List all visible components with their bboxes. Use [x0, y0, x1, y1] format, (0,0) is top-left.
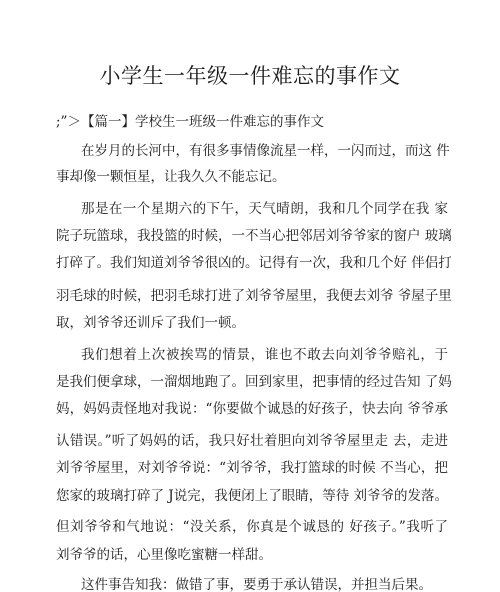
paragraph-line: 妈，妈妈责怪地对我说：“你要做个诚恳的好孩子，快去向 爷爷承 — [56, 401, 448, 417]
paragraph-line: 认错误。”听了妈妈的话，我只好壮着胆向刘爷爷屋里走 去，走进 — [56, 433, 448, 449]
paragraph-line: 羽毛球的时候，把羽毛球打进了刘爷爷屋里，我便去刘爷 爷屋子里 — [56, 288, 452, 304]
document-title: 小学生一年级一件难忘的事作文 — [99, 64, 401, 88]
paragraph-line: 打碎了。我们知道刘爷爷很凶的。记得有一次，我和几个好 伴侣打 — [56, 255, 452, 271]
paragraph-line: 您家的玻璃打碎了 J说完，我便闭上了眼睛，等待 刘爷爷的发落。 — [56, 488, 448, 504]
paragraph-line: 事却像一颗恒星，让我久久不能忘记。 — [56, 169, 286, 185]
paragraph-line: 是我们便拿球，一溜烟地跑了。回到家里，把事情的经过告知 了妈 — [56, 374, 452, 390]
paragraph-line: 取，刘爷爷还训斥了我们一顿。 — [56, 315, 245, 331]
document-subheading: ;”＞【篇一】学校生一班级一件难忘的事作文 — [56, 114, 324, 130]
paragraph-line: 但刘爷爷和气地说：“没关系，你真是个诚恳的 好孩子。”我听了 — [56, 519, 448, 535]
paragraph-line: 那是在一个星期六的下午，天气晴朗，我和几个同学在我 家 — [81, 201, 448, 217]
paragraph-line: 刘爷爷的话，心里像吃蜜糖一样甜。 — [56, 547, 272, 563]
paragraph-line: 院子玩篮球，我投篮的时候，一不当心把邻居刘爷爷家的窗户 玻璃 — [56, 228, 452, 244]
paragraph-line: 刘爷爷屋里，对刘爷爷说：“刘爷爷，我打篮球的时候 不当心，把 — [56, 460, 448, 476]
paragraph-line: 在岁月的长河中，有很多事情像流星一样，一闪而过，而这 件 — [81, 143, 450, 159]
paragraph-line: 我们想着上次被挨骂的情景，谁也不敢去向刘爷爷赔礼，于 — [81, 347, 448, 363]
paragraph-line: 这件事告知我：做错了事，要勇于承认错误，并担当后果。 — [81, 577, 432, 592]
